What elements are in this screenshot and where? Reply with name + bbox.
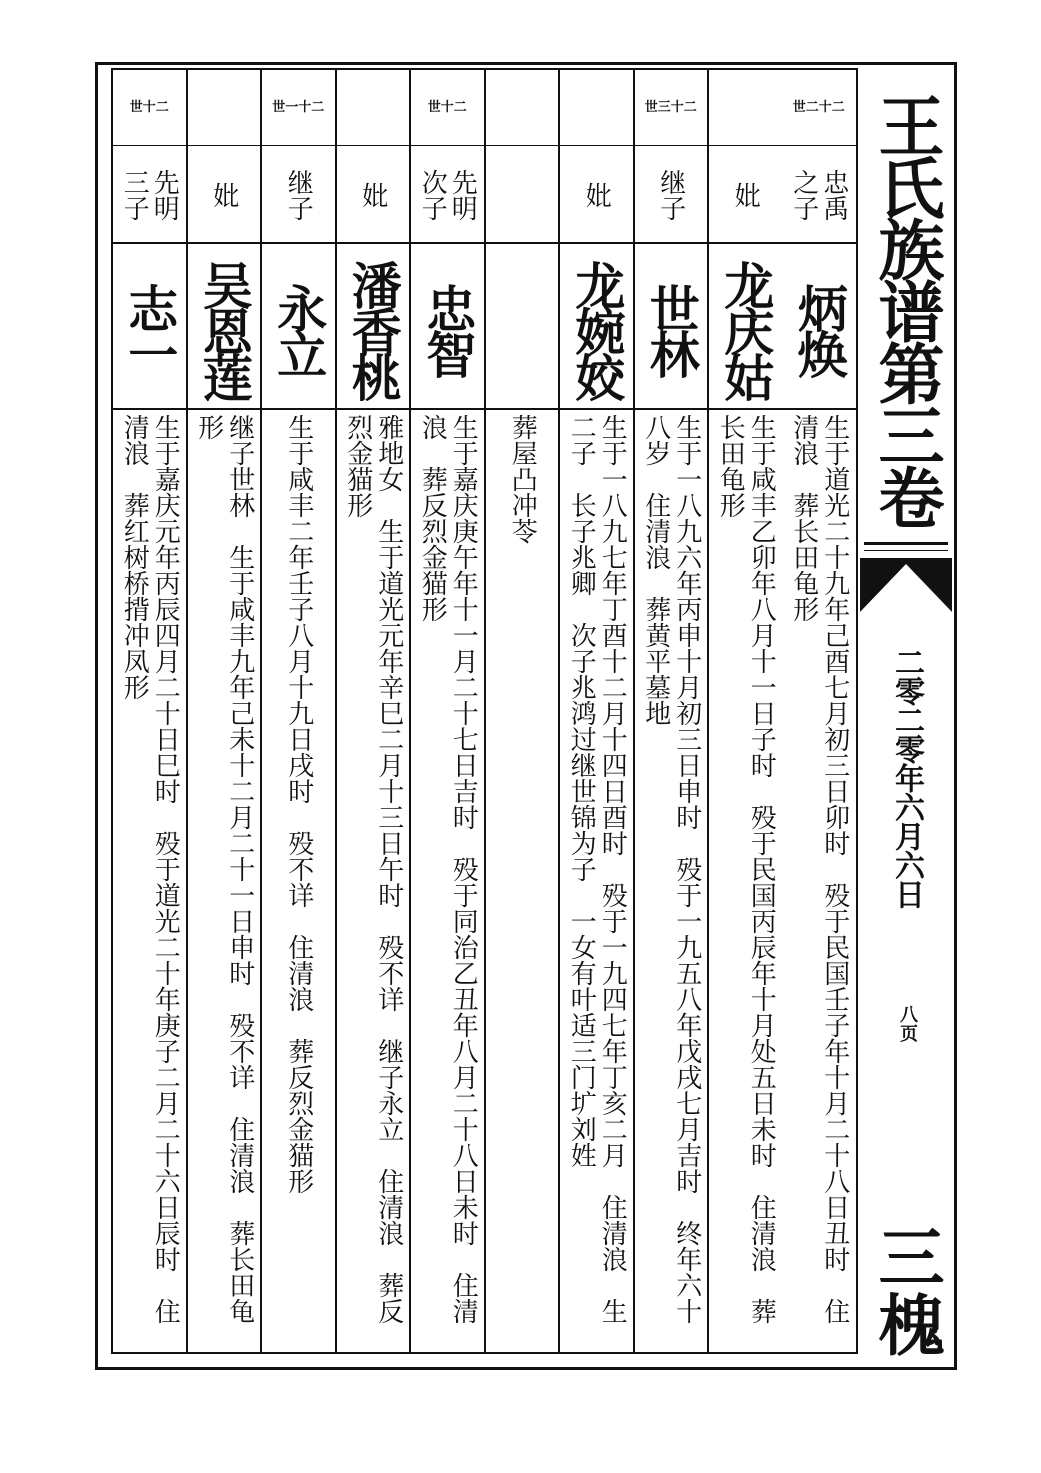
biography-cell: [337, 414, 410, 1344]
name-cell: [560, 254, 633, 404]
row-divider: [262, 242, 335, 244]
person-name: 龙婉姣: [567, 260, 627, 398]
genealogy-column: [782, 70, 857, 1354]
name-cell: [486, 254, 559, 404]
row-divider: [337, 408, 410, 410]
person-name: 炳焕: [789, 283, 849, 375]
relation-text: 妣: [730, 182, 761, 208]
row-divider: [411, 145, 484, 146]
generation-label: [188, 70, 261, 146]
person-name: 世林: [641, 283, 701, 375]
name-cell: [782, 254, 857, 404]
biography-cell: [262, 414, 335, 1344]
name-cell: [411, 254, 484, 404]
row-divider: [560, 145, 633, 146]
row-divider: [411, 408, 484, 410]
title-rule: [864, 542, 948, 545]
row-divider: [782, 145, 857, 146]
relation-text: 妣: [581, 182, 612, 208]
row-divider: [782, 242, 857, 244]
generation-label: [486, 70, 559, 146]
biography-text: 生于一八九七年丁酉十二月十四日酉时 殁于一九四七年丁亥二月 住清浪 生二子 长子兆卿 次子兆鸿过继世锦为子 一女有叶适三门圹刘姓: [566, 414, 628, 1324]
biography-text: 生于咸丰二年壬子八月十九日戌时 殁不详 住清浪 葬反烈金猫形: [283, 414, 314, 1194]
row-divider: [113, 145, 186, 146]
biography-text: 生于一八九六年丙申十月初三日申时 殁于一九五八年戊戌七月吉时 终年六十八岁 住清浪 葬黄平墓地: [640, 414, 702, 1324]
row-divider: [188, 242, 261, 244]
row-divider: [635, 408, 708, 410]
name-cell: [337, 254, 410, 404]
generation-label: 世十二: [427, 100, 467, 115]
person-name: 潘香桃: [343, 260, 403, 398]
genealogy-column: [633, 70, 708, 1354]
relation-cell: [560, 160, 633, 230]
relation-cell: [188, 160, 261, 230]
row-divider: [486, 242, 559, 244]
page-number: 八页: [897, 1005, 918, 1043]
relation-text: 妣: [357, 182, 388, 208]
person-name: 吴恩莲: [194, 260, 254, 398]
genealogy-column: [484, 70, 559, 1354]
row-divider: [113, 242, 186, 244]
name-cell: [262, 254, 335, 404]
row-divider: [635, 242, 708, 244]
biography-cell: [709, 414, 782, 1344]
generation-label: 世一十二: [272, 100, 325, 115]
row-divider: [709, 408, 782, 410]
generation-label: [709, 70, 782, 146]
row-divider: [113, 408, 186, 410]
person-name: 龙庆姑: [716, 260, 776, 398]
row-divider: [486, 408, 559, 410]
relation-text: 忠禹之子: [788, 169, 849, 221]
person-name: 永立: [269, 283, 329, 375]
biography-cell: [113, 414, 186, 1344]
relation-text: 先明次子: [417, 169, 478, 221]
row-divider: [337, 242, 410, 244]
relation-cell: [782, 160, 857, 230]
name-cell: [709, 254, 782, 404]
row-divider: [560, 242, 633, 244]
biography-cell: [635, 414, 708, 1344]
generation-label: 世三十二: [644, 100, 697, 115]
name-cell: [113, 254, 186, 404]
row-divider: [188, 408, 261, 410]
relation-text: 继子: [655, 169, 686, 221]
genealogy-column: [409, 70, 484, 1354]
relation-cell: [709, 160, 782, 230]
name-cell: [635, 254, 708, 404]
book-title: 王氏族谱第三卷: [867, 92, 945, 526]
generation-label: [560, 70, 633, 146]
genealogy-column: [111, 70, 186, 1354]
relation-text: 先明三子: [119, 169, 180, 221]
relation-cell: [113, 160, 186, 230]
row-divider: [782, 408, 857, 410]
genealogy-column: [707, 70, 782, 1354]
genealogy-column: [335, 70, 410, 1354]
biography-text: 雅地女 生于道光元年辛巳二月十三日午时 殁不详 继子永立 住清浪 葬反烈金猫形: [342, 414, 404, 1324]
row-divider: [262, 408, 335, 410]
name-cell: [188, 254, 261, 404]
relation-cell: [337, 160, 410, 230]
biography-text: 生于道光二十九年己酉七月初三日卯时 殁于民国壬子年十月二十八日丑时 住清浪 葬长田龟形: [788, 414, 850, 1324]
title-strip: [860, 64, 952, 1368]
person-name: 志一: [120, 283, 180, 375]
fishtail-ornament: [860, 556, 952, 616]
row-divider: [709, 242, 782, 244]
genealogy-column: [260, 70, 335, 1354]
hall-name: 三槐: [867, 1223, 945, 1359]
genealogy-column: [186, 70, 261, 1354]
biography-text: 生于咸丰乙卯年八月十一日子时 殁于民国丙辰年十月处五日未时 住清浪 葬长田龟形: [715, 414, 777, 1324]
biography-cell: [188, 414, 261, 1344]
row-divider: [560, 408, 633, 410]
relation-cell: [486, 160, 559, 230]
row-divider: [709, 145, 782, 146]
biography-text: 生于嘉庆庚午年十一月二十七日吉时 殁于同治乙丑年八月二十八日未时 住清浪 葬反烈金猫形: [417, 414, 479, 1324]
genealogy-column: [558, 70, 633, 1354]
biography-cell: [486, 414, 559, 1344]
title-rule-thin: [864, 550, 948, 551]
row-divider: [188, 145, 261, 146]
row-divider: [337, 145, 410, 146]
biography-cell: [411, 414, 484, 1344]
print-date: 二零二零年六月六日: [889, 646, 924, 908]
relation-cell: [411, 160, 484, 230]
relation-cell: [635, 160, 708, 230]
row-divider: [262, 145, 335, 146]
row-divider: [411, 242, 484, 244]
biography-cell: [782, 414, 857, 1344]
biography-text: 继子世林 生于咸丰九年己未十二月二十一日申时 殁不详 住清浪 葬长田龟形: [193, 414, 255, 1324]
person-name: 忠智: [418, 283, 478, 375]
relation-cell: [262, 160, 335, 230]
generation-label: [337, 70, 410, 146]
biography-text: 葬屋凸冲苓: [507, 414, 538, 544]
biography-text: 生于嘉庆元年丙辰四月二十日巳时 殁于道光二十年庚子二月二十六日辰时 住清浪 葬红树桥揹冲凤形: [119, 414, 181, 1324]
row-divider: [635, 145, 708, 146]
row-divider: [486, 145, 559, 146]
generation-label: 世二十二: [792, 100, 845, 115]
relation-text: 妣: [208, 182, 239, 208]
biography-cell: [560, 414, 633, 1344]
relation-text: 继子: [283, 169, 314, 221]
generation-label: 世十二: [129, 100, 169, 115]
